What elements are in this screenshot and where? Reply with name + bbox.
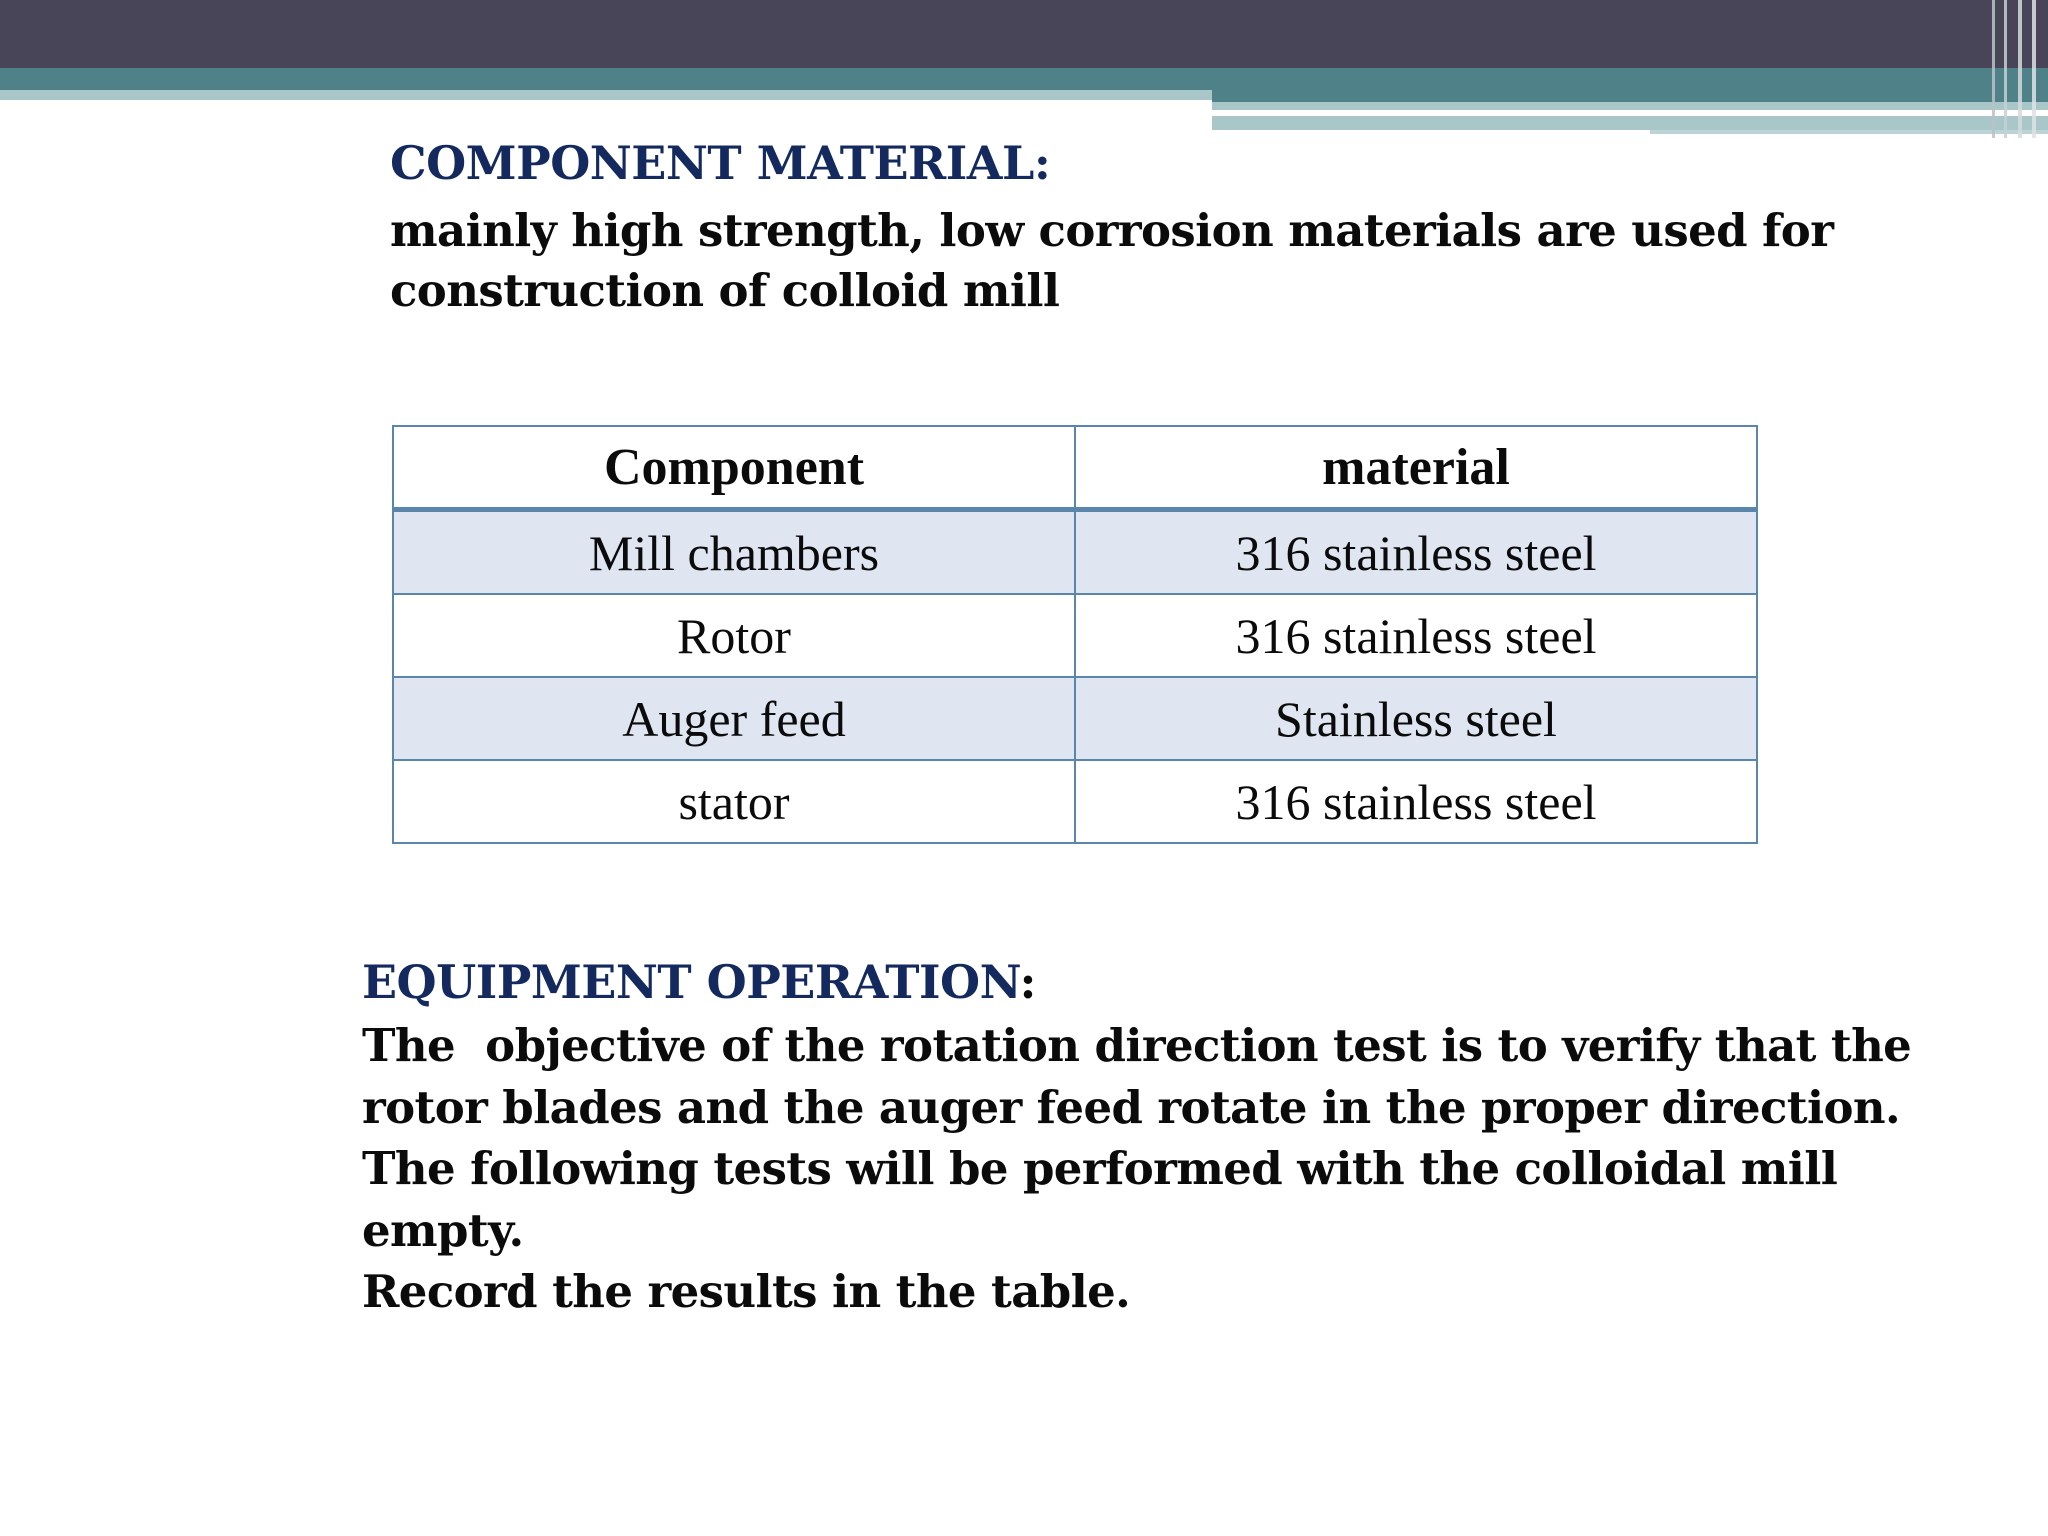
table-row (393, 594, 1757, 677)
table-row (393, 760, 1757, 843)
component-material-paragraph (390, 201, 1833, 321)
header-light-band-right-lower (1212, 116, 2048, 130)
header-teal-band-right (1212, 68, 2048, 102)
component-material-heading: COMPONENT MATERIAL: (390, 136, 1051, 190)
component-cell: Rotor (393, 594, 1075, 677)
material-cell: 316 stainless steel (1075, 594, 1757, 677)
table-row (393, 510, 1757, 595)
header-light-band-right (1212, 102, 2048, 110)
equipment-operation-heading (362, 955, 1036, 1009)
component-cell: stator (393, 760, 1075, 843)
equipment-operation-heading-text: EQUIPMENT OPERATION (362, 955, 1020, 1009)
column-header-material: material (1075, 426, 1757, 510)
paragraph-line: Record the results in the table. (362, 1265, 1131, 1318)
component-cell: Auger feed (393, 677, 1075, 760)
heading-colon: : (1019, 955, 1036, 1009)
material-cell: 316 stainless steel (1075, 510, 1757, 595)
header-edge-stripes (1986, 0, 2048, 138)
equipment-operation-paragraph (362, 1015, 1911, 1323)
paragraph-line: empty. (362, 1203, 524, 1257)
paragraph-line: rotor blades and the auger feed rotate in the proper direction. (362, 1080, 1901, 1134)
header-teal-band-left (0, 68, 1212, 90)
component-cell: Mill chambers (393, 510, 1075, 595)
table-row (393, 677, 1757, 760)
paragraph-line: The objective of the rotation direction test is to verify that the (362, 1019, 1912, 1072)
paragraph-line: mainly high strength, low corrosion materials are used for (390, 204, 1834, 257)
paragraph-line: construction of colloid mill (390, 264, 1060, 317)
column-header-component: Component (393, 426, 1075, 510)
materials-table (392, 425, 1758, 844)
material-cell: 316 stainless steel (1075, 760, 1757, 843)
material-cell: Stainless steel (1075, 677, 1757, 760)
slide-header-bar (0, 0, 2048, 68)
paragraph-line: The following tests will be performed with the colloidal mill (362, 1142, 1838, 1195)
header-light-band-left (0, 90, 1212, 100)
table-header-row (393, 426, 1757, 510)
